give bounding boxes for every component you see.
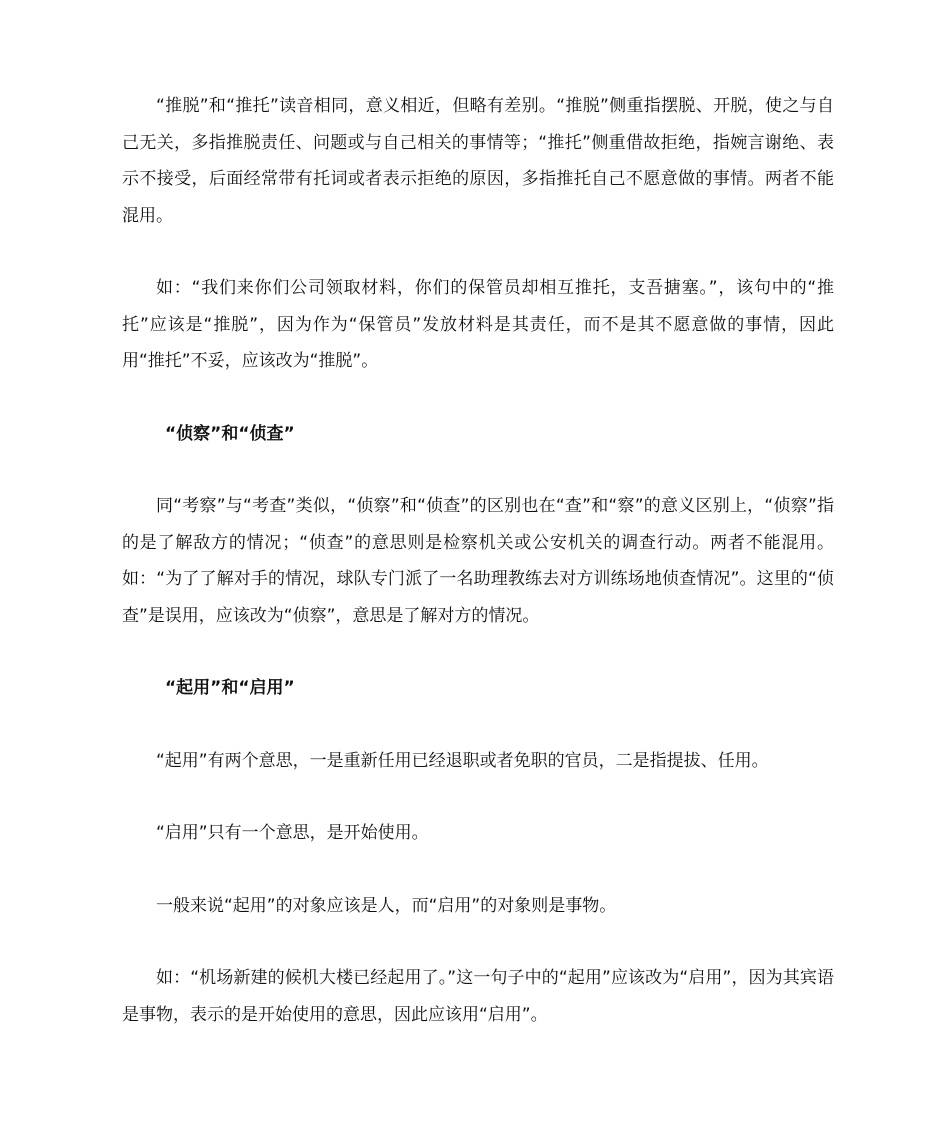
heading-zhencha: “侦察”和“侦查” <box>165 423 295 444</box>
paragraph-tuituo-explanation: “推脱”和“推托”读音相同，意义相近，但略有差别。“推脱”侧重指摆脱、开脱，使之与自己无关，多指推脱责任、问题或与自己相关的事情等；“推托”侧重借故拒绝，指婉言谢绝、表示不接受，后面经常带有托词或者表示拒绝的原因，多指推托自己不愿意做的事情。两者不能混用。 <box>122 96 834 226</box>
paragraph-zhencha-explanation: 同“考察”与“考查”类似，“侦察”和“侦查”的区别也在“查”和“察”的意义区别上，“侦察”指的是了解敌方的情况；“侦查”的意思则是检察机关或公安机关的调查行动。两者不能混用。如：“为了了解对手的情况，球队专门派了一名助理教练去对方训练场地侦查情况”。这里的“侦查”是误用，应该改为“侦察”，意思是了解对方的情况。 <box>122 496 834 626</box>
paragraph-qiyong-meaning: “起用”有两个意思，一是重新任用已经退职或者免职的官员，二是指提拔、任用。 <box>156 750 769 771</box>
paragraph-qiyong-objects: 一般来说“起用”的对象应该是人，而“启用”的对象则是事物。 <box>156 895 617 916</box>
document-body <box>122 88 834 1069</box>
paragraph-qiyong-start-meaning: “启用”只有一个意思，是开始使用。 <box>156 823 429 843</box>
paragraph-tuituo-example: 如：“我们来你们公司领取材料，你们的保管员却相互推托，支吾搪塞。”，该句中的“推托”应该是“推脱”，因为作为“保管员”发放材料是其责任，而不是其不愿意做的事情，因此用“推托”不妥，应该改为“推脱”。 <box>122 278 834 371</box>
paragraph-qiyong-example: 如：“机场新建的候机大楼已经起用了。”这一句子中的“起用”应该改为“启用”，因为其宾语是事物，表示的是开始使用的意思，因此应该用“启用”。 <box>122 968 834 1025</box>
heading-qiyong: “起用”和“启用” <box>165 678 295 698</box>
